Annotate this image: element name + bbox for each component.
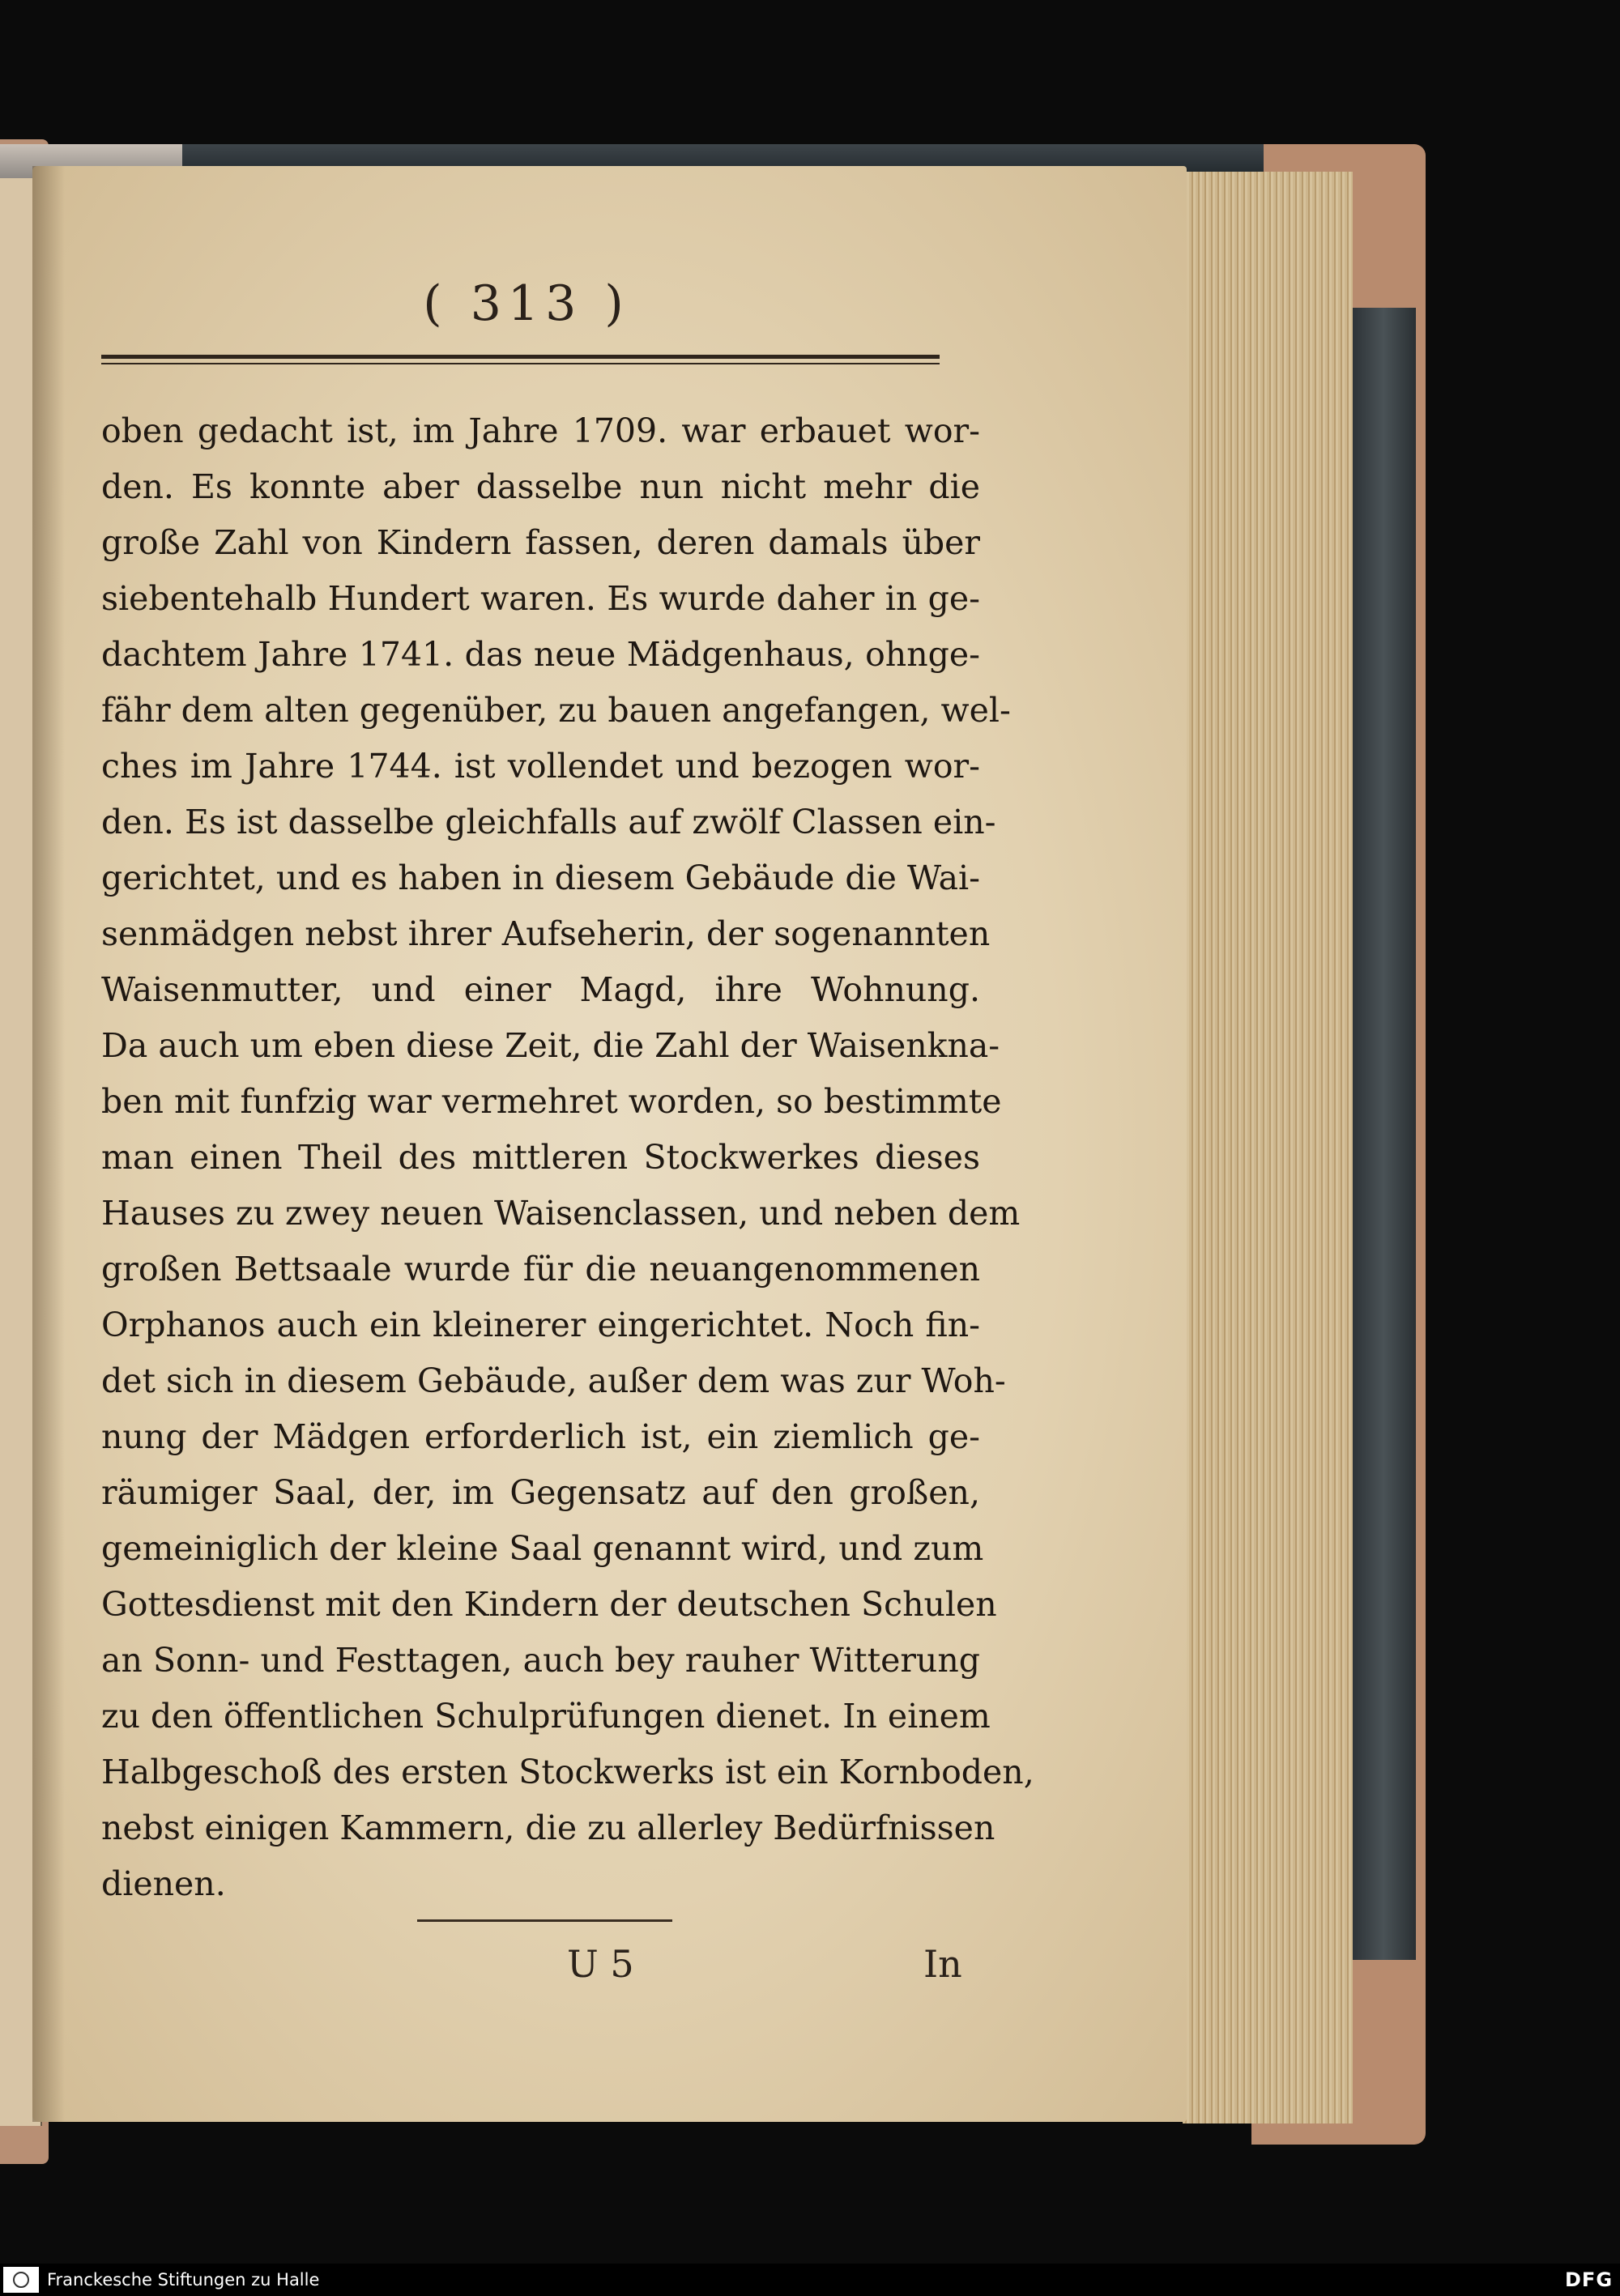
text-line: Gottesdienst mit den Kindern der deutschen Schulen <box>101 1585 997 1624</box>
institution-logo-icon <box>3 2267 39 2293</box>
text-line: zu den öffentlichen Schulprüfungen dienet. In einem <box>101 1697 991 1736</box>
text-line: ches im Jahre 1744. ist vollendet und bezogen wor- <box>101 747 980 786</box>
page-number-header: ( 313 ) <box>423 275 630 332</box>
text-line: dienen. <box>101 1864 226 1903</box>
text-line: großen Bettsaale wurde für die neuangenommenen <box>101 1250 980 1289</box>
text-line: große Zahl von Kindern fassen, deren damals über <box>101 523 980 562</box>
text-line: nebst einigen Kammern, die zu allerley Bedürfnissen <box>101 1808 995 1847</box>
text-line: Hauses zu zwey neuen Waisenclassen, und neben dem <box>101 1194 1021 1233</box>
signature-mark: U 5 <box>567 1942 634 1986</box>
text-line: oben gedacht ist, im Jahre 1709. war erbauet wor- <box>101 411 980 450</box>
institution-label: Franckesche Stiftungen zu Halle <box>47 2270 320 2290</box>
text-line: gemeiniglich der kleine Saal genannt wird, und zum <box>101 1529 984 1568</box>
text-line: man einen Theil des mittleren Stockwerkes dieses <box>101 1138 980 1177</box>
catchword: In <box>923 1942 962 1986</box>
text-line: siebentehalb Hundert waren. Es wurde daher in ge- <box>101 579 980 618</box>
text-line: den. Es konnte aber dasselbe nun nicht mehr die <box>101 467 980 506</box>
cover-cloth <box>1351 308 1416 1960</box>
page-block-edges <box>1183 172 1353 2123</box>
text-line: ben mit funfzig war vermehret worden, so bestimmte <box>101 1082 1002 1121</box>
text-line: an Sonn- und Festtagen, auch bey rauher Witterung <box>101 1641 980 1680</box>
text-line: gerichtet, und es haben in diesem Gebäude die Wai- <box>101 858 980 897</box>
text-line: dachtem Jahre 1741. das neue Mädgenhaus, ohnge- <box>101 635 980 674</box>
text-line: den. Es ist dasselbe gleichfalls auf zwölf Classen ein- <box>101 803 996 841</box>
header-rule <box>101 355 940 359</box>
dfg-logo: DFG <box>1565 2268 1614 2291</box>
text-line: fähr dem alten gegenüber, zu bauen angefangen, wel- <box>101 691 1011 730</box>
text-line: senmädgen nebst ihrer Aufseherin, der sogenannten <box>101 914 991 953</box>
text-line: nung der Mädgen erforderlich ist, ein ziemlich ge- <box>101 1417 980 1456</box>
text-line: Halbgeschoß des ersten Stockwerks ist ein Kornboden, <box>101 1753 1034 1791</box>
text-line: det sich in diesem Gebäude, außer dem was zur Woh- <box>101 1361 1006 1400</box>
text-line: Da auch um eben diese Zeit, die Zahl der Waisenkna- <box>101 1026 1000 1065</box>
page-gutter-shadow <box>32 166 65 2122</box>
text-line: Orphanos auch ein kleinerer eingerichtet. Noch fin- <box>101 1306 980 1344</box>
header-rule-thin <box>101 363 940 364</box>
text-line: räumiger Saal, der, im Gegensatz auf den großen, <box>101 1473 980 1512</box>
page-body-text <box>101 403 1034 1912</box>
text-line: Waisenmutter, und einer Magd, ihre Wohnung. <box>101 970 980 1009</box>
footer-rule <box>417 1919 672 1922</box>
